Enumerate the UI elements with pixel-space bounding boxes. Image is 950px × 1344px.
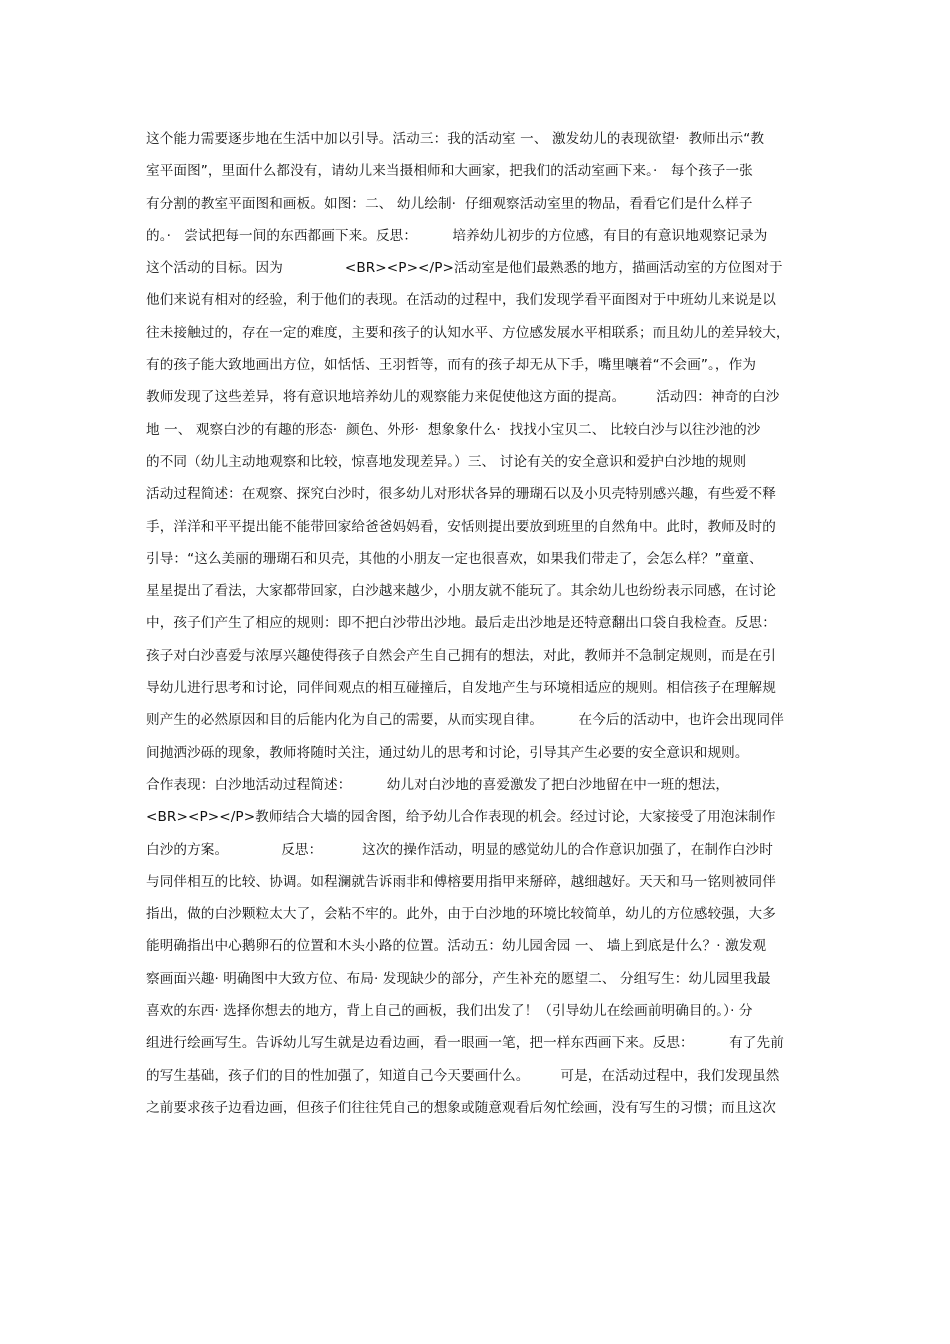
text-line: 与同伴相互的比较、协调。如程澜就告诉雨非和傅榕要用指甲来掰碎，越细越好。天天和马一铭则被同伴 [146,873,776,890]
text-line: 察画面兴趣· 明确图中大致方位、布局· 发现缺少的部分，产生补充的愿望二、 分组写生：幼儿园里我最 [146,970,771,987]
text-line: 室平面图”，里面什么都没有，请幼儿来当摄相师和大画家，把我们的活动室画下来。· 每个孩子一张 [146,163,753,180]
text-line: 间抛洒沙砾的现象，教师将随时关注，通过幼儿的思考和讨论，引导其产生必要的安全意识和规则。 [146,744,749,761]
text-line: 手，洋洋和平平提出能不能带回家给爸爸妈妈看，安恬则提出要放到班里的自然角中。此时，教师及时的 [146,518,776,535]
text-line: 引导：“这么美丽的珊瑚石和贝壳，其他的小朋友一定也很喜欢，如果我们带走了，会怎么样？”童童、 [146,550,763,567]
text-line: 喜欢的东西· 选择你想去的地方，背上自己的画板，我们出发了！（引导幼儿在绘画前明确目的。）· 分 [146,1003,753,1020]
text-line: 星星提出了看法，大家都带回家，白沙越来越少，小朋友就不能玩了。其余幼儿也纷纷表示同感，在讨论 [146,583,776,600]
text-line: 教师发现了这些差异，将有意识地培养幼儿的观察能力来促使他这方面的提高。 活动四：神奇的白沙 [146,389,780,406]
body-text [146,123,821,1124]
text-line: 地 一、 观察白沙的有趣的形态· 颜色、外形· 想象象什么· 找找小宝贝二、 比较白沙与以往沙池的沙 [146,421,761,438]
text-line: 组进行绘画写生。告诉幼儿写生就是边看边画，看一眼画一笔，把一样东西画下来。反思： 有了先前 [146,1035,784,1052]
text-line: 能明确指出中心鹅卵石的位置和木头小路的位置。活动五：幼儿园舍园 一、 墙上到底是什么？· 激发观 [146,938,767,955]
text-line: 活动过程简述：在观察、探究白沙时，很多幼儿对形状各异的珊瑚石以及小贝壳特别感兴趣，有些爱不释 [146,486,776,503]
text-line: 孩子对白沙喜爱与浓厚兴趣使得孩子自然会产生自己拥有的想法，对此，教师并不急制定规则，而是在引 [146,647,776,664]
text-line: 这个能力需要逐步地在生活中加以引导。活动三：我的活动室 一、 激发幼儿的表现欲望· 教师出示“教 [146,131,765,147]
text-line: 指出，做的白沙颗粒太大了，会粘不牢的。此外，由于白沙地的环境比较简单，幼儿的方位感较强，大多 [146,906,776,923]
text-line: 他们来说有相对的经验，利于他们的表现。在活动的过程中，我们发现学看平面图对于中班幼儿来说是以 [146,292,776,309]
text-line: 合作表现：白沙地活动过程简述： 幼儿对白沙地的喜爱激发了把白沙地留在中一班的想法， [146,776,730,793]
text-line: 的不同（幼儿主动地观察和比较，惊喜地发现差异。）三、 讨论有关的安全意识和爱护白沙地的规则 [146,453,747,470]
text-line: 的。· 尝试把每一间的东西都画下来。反思： 培养幼儿初步的方位感，有目的有意识地观察记录为 [146,227,768,244]
text-line: <BR><P></P>教师结合大墙的园舍图，给予幼儿合作表现的机会。经过讨论，大家接受了用泡沫制作 [146,809,776,826]
text-line: 有的孩子能大致地画出方位，如恬恬、王羽哲等，而有的孩子却无从下手，嘴里嚷着“不会画”。，作为 [146,357,757,374]
text-line: 导幼儿进行思考和讨论，同伴间观点的相互碰撞后，自发地产生与环境相适应的规则。相信孩子在理解规 [146,680,776,697]
text-line: 白沙的方案。 反思： 这次的操作活动，明显的感觉幼儿的合作意识加强了，在制作白沙时 [146,841,773,858]
text-line: 则产生的必然原因和目的后能内化为自己的需要，从而实现自律。 在今后的活动中，也许会出现同伴 [146,712,784,729]
text-line: 往未接触过的，存在一定的难度，主要和孩子的认知水平、方位感发展水平相联系；而且幼儿的差异较大， [146,324,790,341]
text-line: 的写生基础，孩子们的目的性加强了，知道自己今天要画什么。 可是，在活动过程中，我们发现虽然 [146,1067,780,1084]
text-line: 中，孩子们产生了相应的规则：即不把白沙带出沙地。最后走出沙地是还特意翻出口袋自我检查。反思： [146,615,776,632]
text-line: 有分割的教室平面图和画板。如图：二、 幼儿绘制· 仔细观察活动室里的物品，看看它们是什么样子 [146,195,753,212]
text-line: 之前要求孩子边看边画，但孩子们往往凭自己的想象或随意观看后匆忙绘画，没有写生的习惯；而且这次 [146,1099,776,1116]
text-line: 这个活动的目标。因为 <BR><P></P>活动室是他们最熟悉的地方，描画活动室的方位图对于 [146,260,783,277]
